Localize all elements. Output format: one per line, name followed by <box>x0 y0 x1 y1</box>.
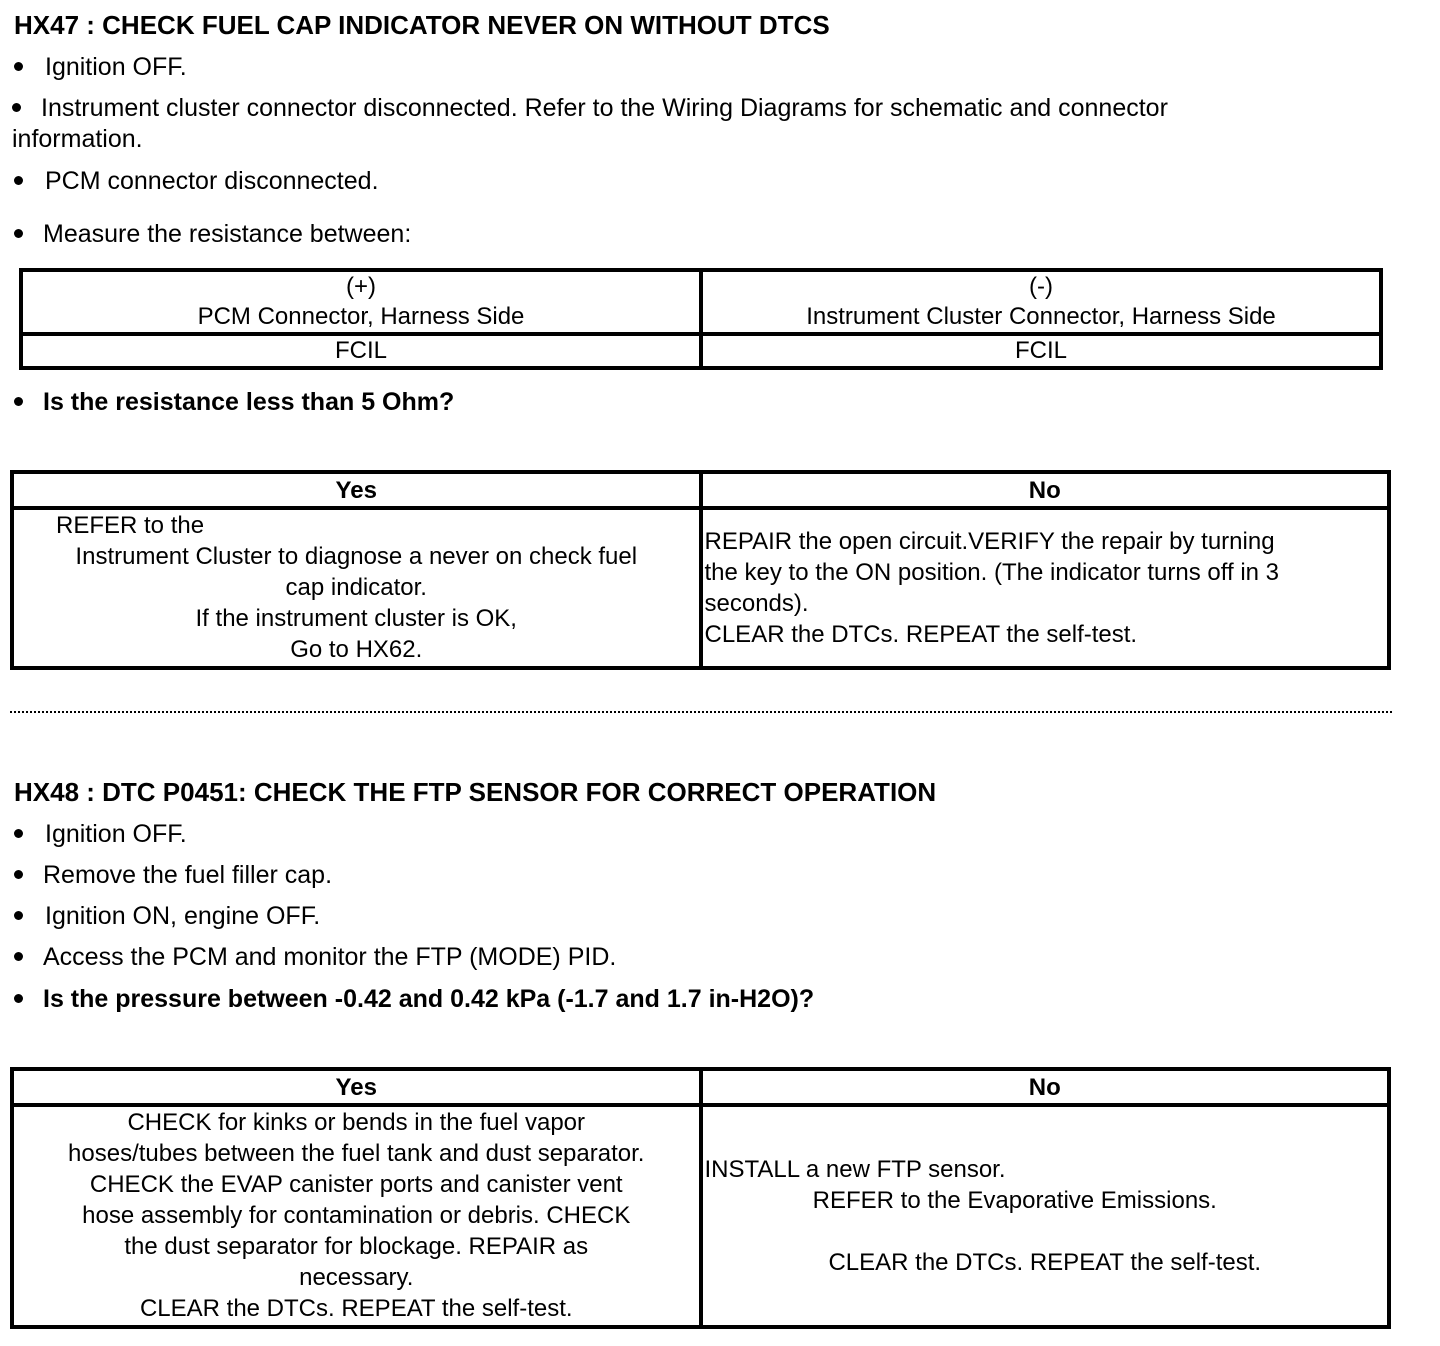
bullet-icon <box>14 952 23 961</box>
hx48-step-4 <box>14 942 616 973</box>
bullet-icon <box>14 397 23 406</box>
no-line: the key to the ON position. (The indicator turns off in 3 <box>704 559 1280 586</box>
yes-line: hose assembly for contamination or debris. CHECK <box>82 1202 631 1229</box>
no-header: No <box>701 1069 1390 1105</box>
no-line: CLEAR the DTCs. REPEAT the self-test. <box>828 1249 1262 1276</box>
no-line: INSTALL a new FTP sensor. <box>704 1156 1006 1183</box>
hx47-step-1 <box>14 52 187 83</box>
yes-line: CHECK for kinks or bends in the fuel vapor <box>127 1109 586 1136</box>
bullet-icon <box>14 176 23 185</box>
hx48-question <box>14 984 814 1015</box>
negative-sign: (-) <box>1029 273 1053 300</box>
no-line: REPAIR the open circuit.VERIFY the repair by turning <box>704 528 1275 555</box>
bullet-icon <box>14 829 23 838</box>
yes-line: CLEAR the DTCs. REPEAT the self-test. <box>139 1295 573 1322</box>
yes-line: cap indicator. <box>285 574 427 601</box>
hx47-result-table <box>10 470 1391 670</box>
hx48-result-table <box>10 1067 1391 1329</box>
question-text: Is the resistance less than 5 Ohm? <box>43 388 455 416</box>
step-text: Ignition OFF. <box>45 53 187 81</box>
hx48-step-1 <box>14 819 187 850</box>
hx47-step-3 <box>14 166 379 197</box>
no-cell <box>701 508 1390 668</box>
bullet-icon <box>14 870 23 879</box>
yes-line: Instrument Cluster to diagnose a never on check fuel <box>75 543 638 570</box>
bullet-icon <box>14 229 23 238</box>
no-line: REFER to the Evaporative Emissions. <box>812 1187 1217 1214</box>
yes-line: necessary. <box>299 1264 414 1291</box>
bullet-icon <box>14 994 23 1003</box>
step-text: Ignition OFF. <box>45 820 187 848</box>
measure-header-positive <box>21 270 701 334</box>
step-text: Ignition ON, engine OFF. <box>45 902 321 930</box>
yes-line: hoses/tubes between the fuel tank and dust separator. <box>68 1140 645 1167</box>
pcm-connector-label: PCM Connector, Harness Side <box>197 303 525 330</box>
question-text: Is the pressure between -0.42 and 0.42 kPa (-1.7 and 1.7 in-H2O)? <box>43 985 815 1013</box>
no-header: No <box>701 472 1390 508</box>
cluster-connector-label: Instrument Cluster Connector, Harness Side <box>806 303 1276 330</box>
step-text: PCM connector disconnected. <box>45 167 379 195</box>
no-cell <box>701 1105 1390 1327</box>
measure-header-negative <box>701 270 1381 334</box>
hx47-title: HX47 : CHECK FUEL CAP INDICATOR NEVER ON WITHOUT DTCS <box>14 10 830 40</box>
bullet-icon <box>14 911 23 920</box>
yes-cell <box>12 508 701 668</box>
step-text: Access the PCM and monitor the FTP (MODE) PID. <box>43 943 617 971</box>
yes-header: Yes <box>12 1069 701 1105</box>
hx47-step-4 <box>14 219 411 250</box>
yes-cell <box>12 1105 701 1327</box>
yes-line: Go to HX62. <box>290 636 423 663</box>
positive-sign: (+) <box>346 273 376 300</box>
step-text: Instrument cluster connector disconnected. Refer to the Wiring Diagrams for schematic and connector information. <box>12 94 1168 153</box>
bullet-icon <box>14 62 23 71</box>
no-line: seconds). <box>704 590 809 617</box>
hx47-question <box>14 387 454 418</box>
hx48-title: HX48 : DTC P0451: CHECK THE FTP SENSOR FOR CORRECT OPERATION <box>14 777 937 807</box>
step-text: Measure the resistance between: <box>43 220 412 248</box>
hx47-measure-table <box>19 268 1383 370</box>
hx48-step-3 <box>14 901 320 932</box>
yes-line: If the instrument cluster is OK, <box>195 605 517 632</box>
yes-header: Yes <box>12 472 701 508</box>
yes-line: the dust separator for blockage. REPAIR as <box>124 1233 589 1260</box>
section-divider <box>10 711 1392 713</box>
hx47-step-2 <box>12 93 1192 155</box>
measure-value-negative: FCIL <box>701 334 1381 368</box>
step-text: Remove the fuel filler cap. <box>43 861 333 889</box>
no-line-blank <box>705 1216 1386 1247</box>
yes-line: CHECK the EVAP canister ports and canister vent <box>89 1171 623 1198</box>
measure-value-positive: FCIL <box>21 334 701 368</box>
yes-line: REFER to the <box>56 512 205 539</box>
hx48-step-2 <box>14 860 332 891</box>
no-line: CLEAR the DTCs. REPEAT the self-test. <box>704 621 1138 648</box>
bullet-icon <box>12 103 21 112</box>
